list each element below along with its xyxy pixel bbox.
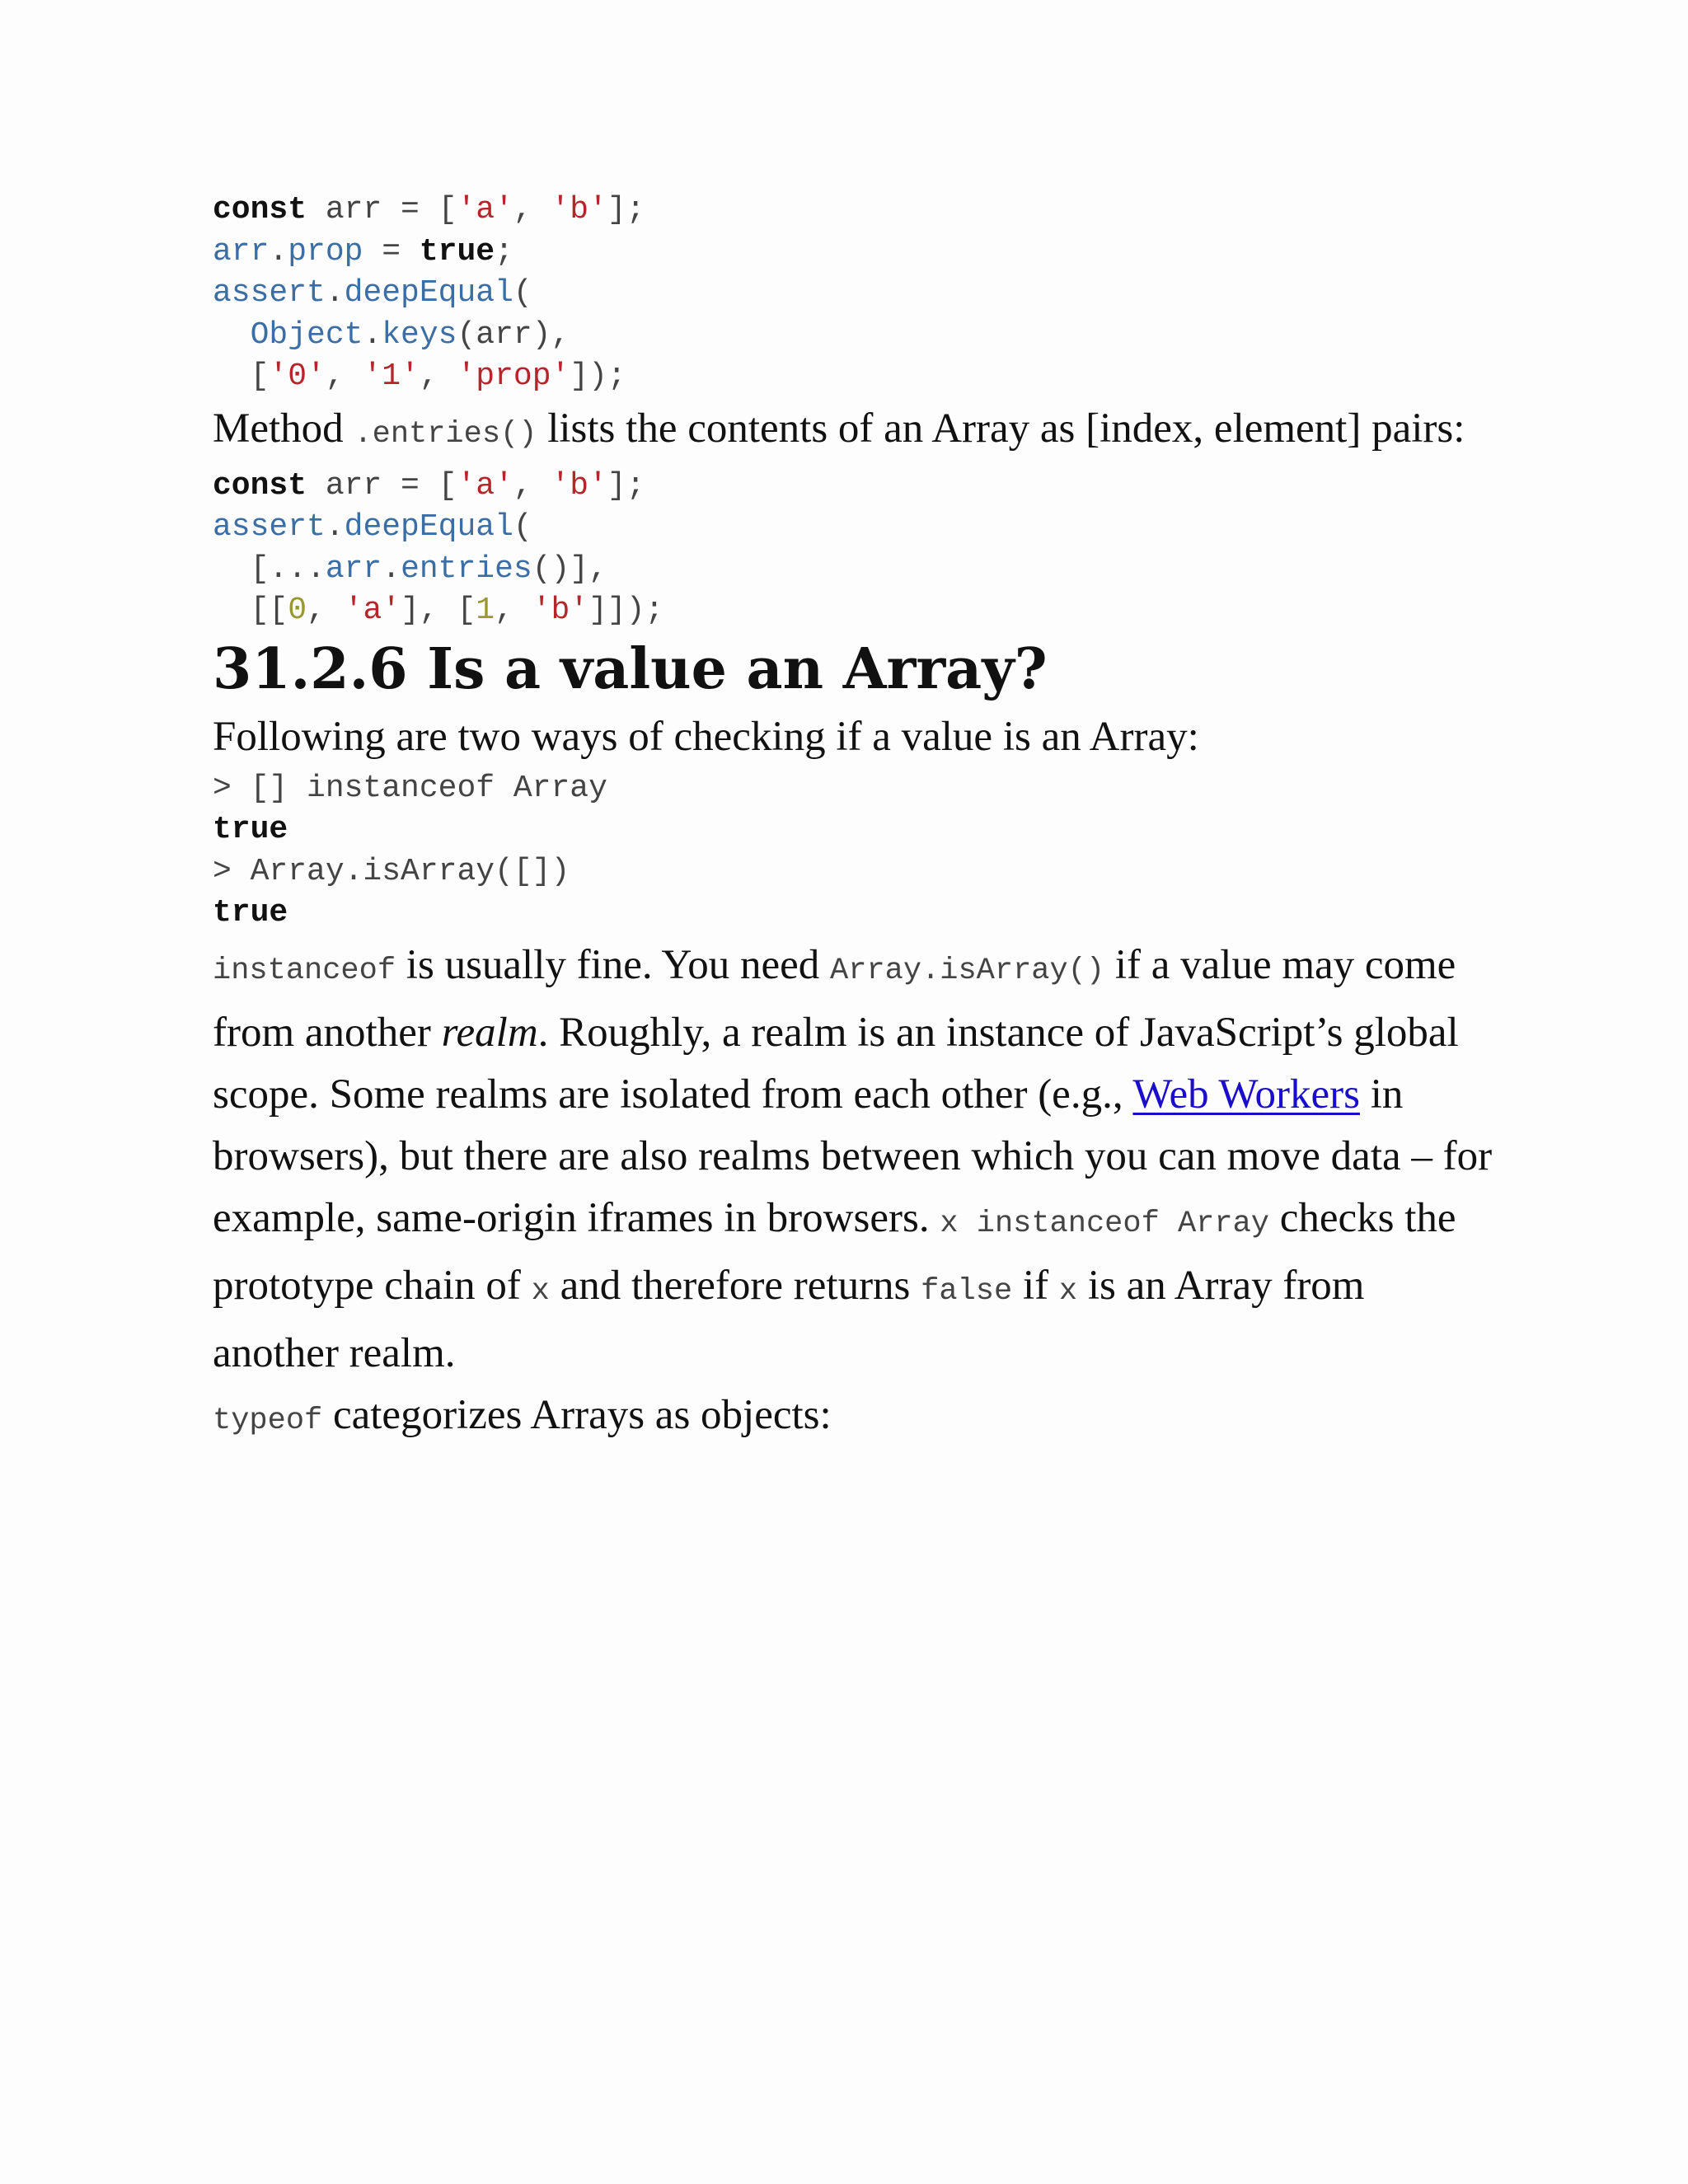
inline-code: Array.isArray()	[830, 953, 1105, 988]
repl-input: > [] instanceof Array	[213, 770, 607, 806]
inline-code: .entries()	[354, 416, 537, 452]
repl-output: true	[213, 895, 288, 930]
paragraph-typeof: typeof categorizes Arrays as objects:	[213, 1391, 832, 1438]
inline-code: false	[921, 1273, 1013, 1309]
inline-code: instanceof	[213, 953, 396, 988]
repl-block	[213, 768, 1498, 935]
page-content	[213, 190, 1498, 1452]
code-block-array-prop: const arr = ['a', 'b']; arr.prop = true;	[213, 192, 645, 269]
inline-code: typeof	[213, 1403, 323, 1438]
repl-input: > Array.isArray([])	[213, 853, 570, 889]
code-keyword: const	[213, 192, 307, 227]
emphasis-realm: realm	[441, 1009, 538, 1056]
inline-code: x instanceof Array	[940, 1206, 1269, 1241]
paragraph-two-ways: Following are two ways of checking if a value is an Array:	[213, 713, 1199, 760]
web-workers-link[interactable]: Web Workers	[1132, 1071, 1360, 1118]
inline-code: x	[1058, 1273, 1078, 1309]
paragraph-entries: Method .entries() lists the contents of an Array as [index, element] pairs:	[213, 405, 1465, 452]
section-heading: 31.2.6 Is a value an Array?	[213, 635, 1048, 702]
paragraph-realm: instanceof is usually fine. You need Array.isArray() if a value may come from another realm. Roughly, a realm is an instance of JavaScript’s global scope. Some realms are isolated from each other (e.g., Web Workers in browsers), but there are also realms between which you can move data – for example, same-origin iframes in browsers. x instanceof Array checks the prototype chain of x and therefore returns false if x is an Array from another realm.	[213, 941, 1493, 1376]
inline-code: x	[531, 1273, 550, 1309]
repl-output: true	[213, 812, 288, 847]
code-block-object-keys: assert.deepEqual( Object.keys(arr), ['0', '1', 'prop']);	[213, 275, 626, 394]
code-block-entries: const arr = ['a', 'b']; assert.deepEqual( [...arr.entries()], [[0, 'a'], [1, 'b']]);	[213, 467, 664, 628]
